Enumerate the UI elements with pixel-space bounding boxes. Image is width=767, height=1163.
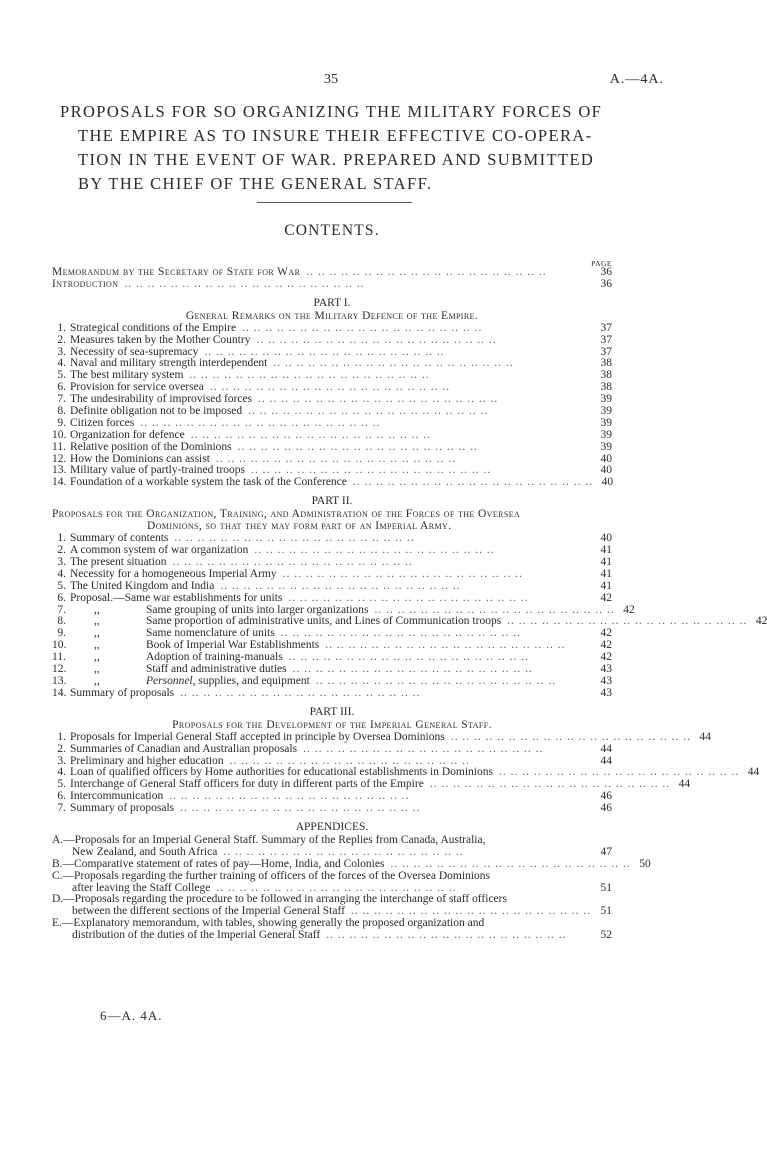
leader-dots: .. .. .. .. .. .. .. .. .. .. .. .. .. .. .. .. .. .. .. .. ..: [209, 381, 451, 394]
page-ref: 43: [600, 674, 612, 687]
page-ref: 39: [600, 440, 612, 453]
leader-dots: .. .. .. .. .. .. .. .. .. .. .. .. .. .. .. .. .. .. .. .. ..: [292, 663, 533, 676]
page-ref: 42: [600, 651, 612, 664]
entry-label: Provision for service oversea: [70, 381, 204, 394]
leader-dots: .. .. .. .. .. .. .. .. .. .. .. .. .. .. .. .. .. .. .. .. ..: [251, 464, 492, 477]
entry-number: 11.: [52, 440, 66, 453]
leader-dots: .. .. .. .. .. .. .. .. .. .. .. .. .. .. .. .. .. .. .. .. ..: [169, 790, 410, 803]
toc-entry-label: [52, 688, 174, 700]
entry-number: 3.: [57, 345, 66, 358]
entry-label: Proposals for Imperial General Staff accepted in principle by Oversea Dominions: [70, 730, 445, 743]
entry-label: Introduction: [52, 277, 119, 290]
title-line: BY THE CHIEF OF THE GENERAL STAFF.: [78, 174, 433, 193]
page-ref: 44: [747, 766, 760, 779]
leader-dots: .. .. .. .. .. .. .. .. .. .. .. .. .. .. .. .. .. .. .. .. ..: [174, 532, 415, 545]
entry-label: Intercommunication: [70, 790, 164, 803]
page-ref: 39: [600, 416, 612, 429]
leader-dots: .. .. .. .. .. .. .. .. .. .. .. .. .. .. .. .. .. .. .. .. ..: [282, 567, 523, 580]
title-divider: [257, 202, 412, 203]
entry-label: after leaving the Staff College: [72, 881, 211, 894]
leader-dots: .. .. .. .. .. .. .. .. .. .. .. .. .. .. .. .. .. .. .. .. ..: [190, 428, 431, 441]
page-ref: 47: [600, 845, 612, 858]
page-ref: 40: [600, 452, 612, 465]
entry-number: 7.: [57, 603, 66, 616]
page-ref: 39: [600, 393, 612, 406]
entry-label: The best military system: [70, 369, 184, 382]
page-ref: 46: [600, 790, 612, 803]
toc-entry-label: [52, 477, 347, 489]
leader-dots: .. .. .. .. .. .. .. .. .. .. .. .. .. .. .. .. .. .. .. .. ..: [350, 905, 592, 918]
page-ref: 39: [600, 428, 612, 441]
page-ref: 40: [600, 464, 612, 477]
toc-entry-label: [52, 803, 174, 815]
ditto-mark: ,,: [94, 603, 100, 616]
page-ref: 42: [600, 591, 612, 604]
entry-number: 14.: [52, 686, 67, 699]
entry-number: 13.: [52, 464, 67, 477]
leader-dots: .. .. .. .. .. .. .. .. .. .. .. .. .. .. .. .. .. .. .. .. ..: [273, 357, 514, 370]
title-line: THE EMPIRE AS TO INSURE THEIR EFFECTIVE CO-OPERA-: [78, 126, 593, 145]
page-ref: 42: [755, 615, 767, 628]
entry-label: Necessity for a homogeneous Imperial Army: [70, 567, 277, 580]
toc-entry: [52, 857, 651, 871]
entry-label: The present situation: [70, 556, 167, 569]
page-ref: 36: [600, 277, 612, 290]
entry-number: 12.: [52, 452, 67, 465]
entry-label: Summary of proposals: [70, 802, 175, 815]
page-ref: 42: [600, 639, 612, 652]
ditto-mark: ,,: [94, 674, 100, 687]
leader-dots: .. .. .. .. .. .. .. .. .. .. .. .. .. .. .. .. .. .. .. .. ..: [242, 321, 483, 334]
leader-dots: .. .. .. .. .. .. .. .. .. .. .. .. .. .. .. .. .. .. .. .. ..: [256, 333, 497, 346]
entry-number: 12.: [52, 663, 67, 676]
leader-dots: .. .. .. .. .. .. .. .. .. .. .. .. .. .. .. .. .. .. .. .. ..: [220, 579, 461, 592]
entry-number: 2.: [57, 333, 66, 346]
leader-dots: .. .. .. .. .. .. .. .. .. .. .. .. .. .. .. .. .. .. .. .. ..: [374, 603, 615, 616]
page-ref: 37: [600, 333, 612, 346]
entry-number: 5.: [57, 579, 66, 592]
page-ref: 41: [600, 544, 612, 557]
entry-label: B.—Comparative statement of rates of pay—Home, India, and Colonies: [52, 857, 385, 870]
entry-number: 9.: [57, 416, 66, 429]
page-ref: 36: [600, 266, 612, 278]
entry-number: 7.: [57, 393, 66, 406]
part-subheading: Proposals for the Organization, Training, and Administration of the Forces of the Oversea: [52, 508, 521, 521]
page-ref: 40: [601, 476, 614, 489]
page-ref: 41: [600, 556, 612, 569]
toc-entry: [52, 803, 612, 815]
entry-label: Same proportion of administrative units, and Lines of Communication troops: [146, 615, 502, 628]
part-subheading: General Remarks on the Military Defence of the Empire.: [185, 309, 479, 322]
entry-number: 2.: [57, 544, 66, 557]
appendix-entry-line: A.—Proposals for an Imperial General Staff. Summary of the Replies from Canada, Australia,: [52, 833, 486, 846]
entry-label: The United Kingdom and India: [70, 579, 215, 592]
page-ref: 43: [600, 663, 612, 676]
leader-dots: .. .. .. .. .. .. .. .. .. .. .. .. .. .. .. .. .. .. .. .. ..: [254, 544, 495, 557]
entry-number: 3.: [57, 754, 66, 767]
entry-label: Military value of partly-trained troops: [70, 464, 246, 477]
page-column-label: PAGE: [591, 259, 612, 268]
part1-list: [52, 323, 612, 489]
entry-number: 5.: [57, 369, 66, 382]
entry-label-italic: Personnel,: [146, 674, 196, 687]
entry-number: 8.: [57, 405, 66, 418]
part-heading: PART I.: [313, 296, 351, 309]
page-ref: 41: [600, 579, 612, 592]
ditto-mark: ,,: [94, 615, 100, 628]
contents-heading: CONTENTS.: [284, 222, 380, 239]
leader-dots: .. .. .. .. .. .. .. .. .. .. .. .. .. .. .. .. .. .. .. .. ..: [507, 615, 748, 628]
entry-label: Relative position of the Dominions: [70, 440, 232, 453]
part3-list: [52, 730, 760, 815]
entry-label: Book of Imperial War Establishments: [146, 639, 320, 652]
leader-dots: .. .. .. .. .. .. .. .. .. .. .. .. .. .. .. .. .. .. .. .. ..: [303, 742, 544, 755]
toc-entry: [52, 477, 612, 489]
entry-label: Summary of proposals: [70, 686, 175, 699]
page-ref: 44: [600, 754, 612, 767]
ditto-mark: ,,: [94, 663, 100, 676]
page-ref: 37: [600, 345, 612, 358]
leader-dots: .. .. .. .. .. .. .. .. .. .. .. .. .. .. .. .. .. .. .. .. ..: [189, 369, 430, 382]
entry-number: 5.: [57, 778, 66, 791]
page-ref: 39: [600, 405, 612, 418]
entry-label: Measures taken by the Mother Country: [70, 333, 251, 346]
entry-label: Necessity of sea-supremacy: [70, 345, 199, 358]
appendices-heading: APPENDICES.: [295, 820, 369, 833]
page-number: 35: [324, 72, 338, 87]
toc-entry-label: [52, 279, 118, 291]
page-ref: 38: [600, 381, 612, 394]
entry-label: between the different sections of the Imperial General Staff: [72, 905, 345, 918]
entry-number: 1.: [57, 532, 66, 545]
appendices-list: [52, 833, 651, 942]
leader-dots: .. .. .. .. .. .. .. .. .. .. .. .. .. .. .. .. .. .. .. .. ..: [258, 393, 499, 406]
entry-label: Loan of qualified officers by Home authorities for educational establishments in Dominions: [70, 766, 493, 779]
entry-number: 8.: [57, 615, 66, 628]
entry-label: Strategical conditions of the Empire: [70, 321, 237, 334]
entry-number: 11.: [52, 651, 66, 664]
entry-label: Same nomenclature of units: [146, 627, 275, 640]
leader-dots: .. .. .. .. .. .. .. .. .. .. .. .. .. .. .. .. .. .. .. .. ..: [180, 686, 421, 699]
entry-label: Foundation of a workable system the task of the Conference: [70, 476, 347, 489]
leader-dots: .. .. .. .. .. .. .. .. .. .. .. .. .. .. .. .. .. .. .. .. ..: [229, 754, 470, 767]
entry-number: 14.: [52, 476, 67, 489]
entry-label: Summary of contents: [70, 532, 169, 545]
footer-reference: 6—A. 4A.: [100, 1008, 163, 1023]
leader-dots: .. .. .. .. .. .. .. .. .. .. .. .. .. .. .. .. .. .. .. .. ..: [215, 452, 457, 465]
entry-number: 1.: [57, 321, 66, 334]
entry-label: How the Dominions can assist: [70, 452, 210, 465]
entry-label: Definite obligation not to be imposed: [70, 405, 243, 418]
appendix-entry-line: C.—Proposals regarding the further training of officers of the forces of the Oversea Dominions: [52, 869, 490, 882]
entry-label: Organization for defence: [70, 428, 185, 441]
leader-dots: .. .. .. .. .. .. .. .. .. .. .. .. .. .. .. .. .. .. .. .. ..: [429, 778, 671, 791]
page-ref: 40: [600, 532, 612, 545]
title-line: TION IN THE EVENT OF WAR. PREPARED AND SUBMITTED: [78, 150, 595, 169]
toc-entry-label: [52, 859, 384, 871]
page-ref: 51: [600, 881, 612, 894]
leader-dots: .. .. .. .. .. .. .. .. .. .. .. .. .. .. .. .. .. .. .. .. ..: [248, 405, 489, 418]
leader-dots: .. .. .. .. .. .. .. .. .. .. .. .. .. .. .. .. .. .. .. .. ..: [124, 277, 365, 290]
entry-label: Interchange of General Staff officers for duty in different parts of the Empire: [70, 778, 424, 791]
page-ref: 46: [600, 802, 612, 815]
ditto-mark: ,,: [94, 639, 100, 652]
entry-label: New Zealand, and South Africa: [72, 845, 218, 858]
entry-label: distribution of the duties of the Imperial General Staff: [72, 929, 321, 942]
page-ref: 52: [600, 929, 612, 942]
page-ref: 44: [678, 778, 691, 791]
entry-number: 6.: [57, 790, 66, 803]
page-ref: 44: [699, 730, 711, 743]
part-subheading: Dominions, so that they may form part of an Imperial Army.: [147, 520, 452, 533]
leader-dots: .. .. .. .. .. .. .. .. .. .. .. .. .. .. .. .. .. .. .. .. ..: [390, 857, 631, 870]
entry-number: 1.: [57, 730, 66, 743]
page-ref: 42: [623, 603, 635, 616]
entry-label: Citizen forces: [70, 416, 135, 429]
page-ref: 50: [639, 857, 651, 870]
document-title: [60, 100, 620, 196]
leader-dots: .. .. .. .. .. .. .. .. .. .. .. .. .. .. .. .. .. .. .. .. ..: [180, 802, 421, 815]
entry-number: 4.: [57, 766, 66, 779]
ditto-mark: ,,: [94, 651, 100, 664]
entry-label: Staff and administrative duties: [146, 663, 287, 676]
table-of-contents: [52, 258, 767, 942]
entry-number: 6.: [57, 591, 66, 604]
entry-label: Same grouping of units into larger organizations: [146, 603, 369, 616]
leader-dots: .. .. .. .. .. .. .. .. .. .. .. .. .. .. .. .. .. .. .. .. ..: [326, 929, 567, 942]
page-ref: 37: [600, 321, 612, 334]
entry-number: 13.: [52, 674, 67, 687]
leader-dots: .. .. .. .. .. .. .. .. .. .. .. .. .. .. .. .. .. .. .. .. ..: [288, 591, 529, 604]
page-ref: 42: [600, 627, 612, 640]
entry-number: 10.: [52, 639, 67, 652]
ditto-mark: ,,: [94, 627, 100, 640]
entry-label: Naval and military strength interdependent: [70, 357, 268, 370]
document-reference: A.—4A.: [609, 72, 664, 87]
title-line: PROPOSALS FOR SO ORGANIZING THE MILITARY FORCES OF: [60, 102, 603, 121]
part2-list: [52, 532, 767, 699]
entry-label: Proposal.—Same war establishments for units: [70, 591, 283, 604]
entry-number: 10.: [52, 428, 67, 441]
leader-dots: .. .. .. .. .. .. .. .. .. .. .. .. .. .. .. .. .. .. .. .. ..: [325, 639, 566, 652]
entry-label: Memorandum by the Secretary of State for War: [52, 266, 301, 278]
leader-dots: .. .. .. .. .. .. .. .. .. .. .. .. .. .. .. .. .. .. .. .. ..: [288, 651, 529, 664]
entry-label: supplies, and equipment: [195, 674, 310, 687]
leader-dots: .. .. .. .. .. .. .. .. .. .. .. .. .. .. .. .. .. .. .. .. ..: [172, 556, 413, 569]
page-ref: 51: [600, 905, 612, 918]
entry-number: 6.: [57, 381, 66, 394]
page-ref: 44: [600, 742, 612, 755]
page-ref: 38: [600, 357, 612, 370]
leader-dots: .. .. .. .. .. .. .. .. .. .. .. .. .. .. .. .. .. .. .. .. ..: [140, 416, 381, 429]
part-subheading: Proposals for the Development of the Imperial General Staff.: [172, 718, 492, 731]
entry-number: 9.: [57, 627, 66, 640]
entry-number: 2.: [57, 742, 66, 755]
toc-entry: [52, 688, 612, 700]
entry-number: 7.: [57, 802, 66, 815]
leader-dots: .. .. .. .. .. .. .. .. .. .. .. .. .. .. .. .. .. .. .. .. ..: [498, 766, 740, 779]
entry-number: 4.: [57, 357, 66, 370]
entry-label: The undesirability of improvised forces: [70, 393, 253, 406]
entry-label: Preliminary and higher education: [70, 754, 224, 767]
leader-dots: .. .. .. .. .. .. .. .. .. .. .. .. .. .. .. .. .. .. .. .. ..: [204, 345, 445, 358]
page-ref: 41: [600, 567, 612, 580]
leader-dots: .. .. .. .. .. .. .. .. .. .. .. .. .. .. .. .. .. .. .. .. ..: [315, 674, 557, 687]
appendix-entry: [52, 930, 612, 942]
leader-dots: .. .. .. .. .. .. .. .. .. .. .. .. .. .. .. .. .. .. .. .. ..: [216, 881, 457, 894]
page-ref: 38: [600, 369, 612, 382]
entry-label: Adoption of training-manuals: [146, 651, 283, 664]
intro-list: [52, 267, 612, 291]
leader-dots: .. .. .. .. .. .. .. .. .. .. .. .. .. .. .. .. .. .. .. .. ..: [450, 730, 691, 743]
part-heading: PART II.: [311, 495, 353, 508]
leader-dots: .. .. .. .. .. .. .. .. .. .. .. .. .. .. .. .. .. .. .. .. ..: [352, 476, 594, 489]
leader-dots: .. .. .. .. .. .. .. .. .. .. .. .. .. .. .. .. .. .. .. .. ..: [306, 266, 547, 278]
page-ref: 43: [600, 686, 612, 699]
leader-dots: .. .. .. .. .. .. .. .. .. .. .. .. .. .. .. .. .. .. .. .. ..: [237, 440, 478, 453]
entry-label: Summaries of Canadian and Australian proposals: [70, 742, 298, 755]
toc-entry: [52, 279, 612, 291]
appendix-entry-line: D.—Proposals regarding the procedure to be followed in arranging the interchange of staff officers: [52, 893, 507, 906]
entry-number: 4.: [57, 567, 66, 580]
entry-label: A common system of war organization: [70, 544, 249, 557]
entry-number: 3.: [57, 556, 66, 569]
appendix-entry-line: E.—Explanatory memorandum, with tables, showing generally the proposed organization and: [52, 917, 485, 930]
part-heading: PART III.: [309, 705, 355, 718]
leader-dots: .. .. .. .. .. .. .. .. .. .. .. .. .. .. .. .. .. .. .. .. ..: [223, 845, 464, 858]
leader-dots: .. .. .. .. .. .. .. .. .. .. .. .. .. .. .. .. .. .. .. .. ..: [280, 627, 521, 640]
